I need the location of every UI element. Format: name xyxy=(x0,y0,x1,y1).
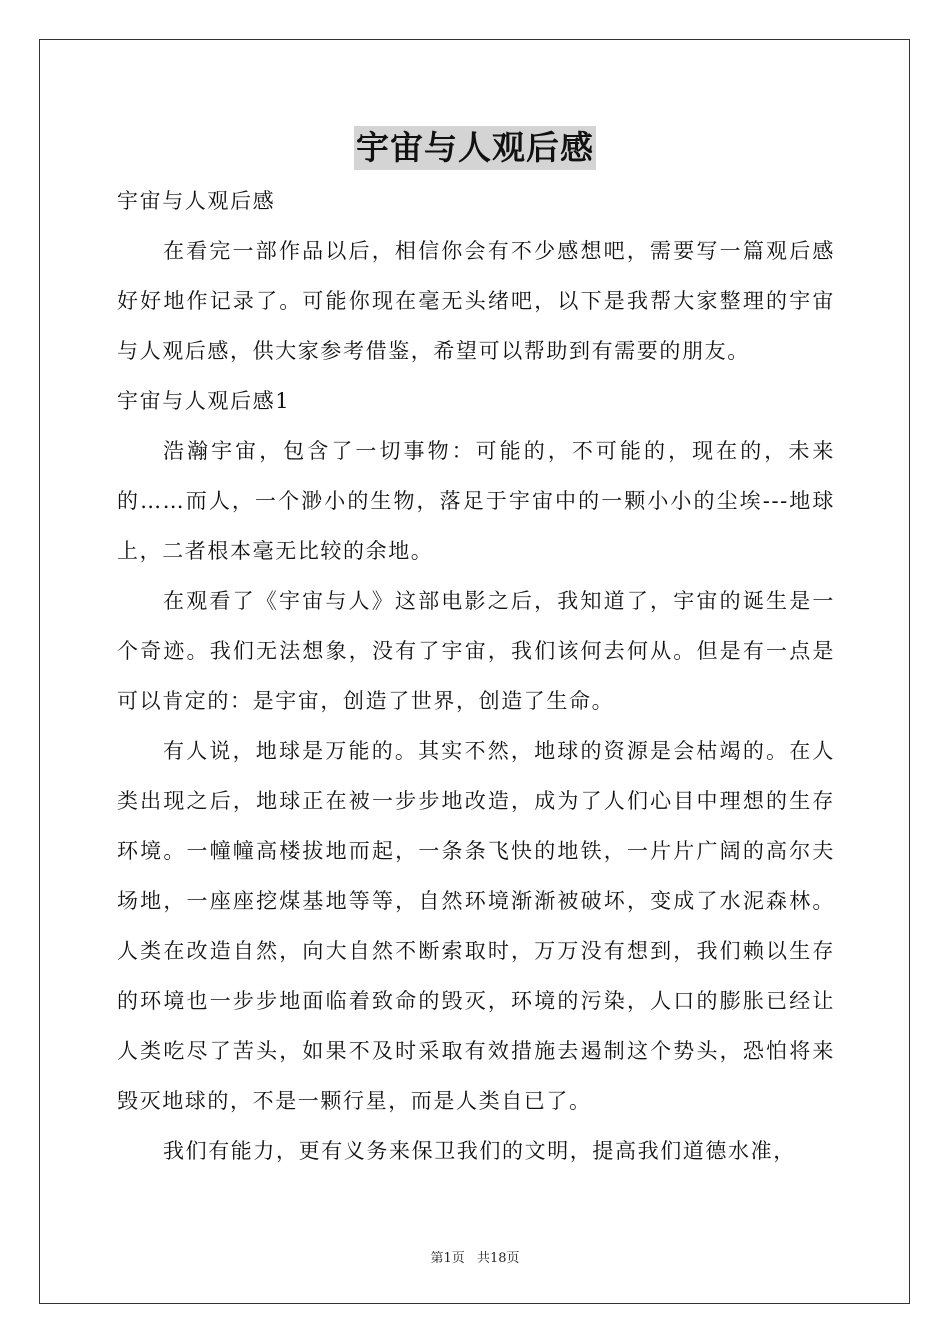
body-paragraph: 浩瀚宇宙，包含了一切事物：可能的，不可能的，现在的，未来的……而人，一个渺小的生物，落足于宇宙中的一颗小小的尘埃---地球上，二者根本毫无比较的余地。 xyxy=(117,439,835,563)
title-container xyxy=(0,126,950,170)
document-body xyxy=(117,176,835,1176)
section-heading: 宇宙与人观后感1 xyxy=(117,389,291,413)
intro-paragraph: 在看完一部作品以后，相信你会有不少感想吧，需要写一篇观后感好好地作记录了。可能你现在毫无头绪吧，以下是我帮大家整理的宇宙与人观后感，供大家参考借鉴，希望可以帮助到有需要的朋友。 xyxy=(117,239,835,363)
subtitle-line: 宇宙与人观后感 xyxy=(117,189,276,213)
body-paragraph: 我们有能力，更有义务来保卫我们的文明，提高我们道德水准， xyxy=(163,1139,796,1163)
body-paragraph: 在观看了《宇宙与人》这部电影之后，我知道了，宇宙的诞生是一个奇迹。我们无法想象，没有了宇宙，我们该何去何从。但是有一点是可以肯定的：是宇宙，创造了世界，创造了生命。 xyxy=(117,589,835,713)
page-footer xyxy=(0,1247,950,1266)
document-title: 宇宙与人观后感 xyxy=(354,126,596,170)
page-total: 共18页 xyxy=(476,1251,520,1266)
page-number: 第1页 xyxy=(430,1251,465,1266)
body-paragraph: 有人说，地球是万能的。其实不然，地球的资源是会枯竭的。在人类出现之后，地球正在被一步步地改造，成为了人们心目中理想的生存环境。一幢幢高楼拔地而起，一条条飞快的地铁，一片片广阔的高尔夫场地，一座座挖煤基地等等，自然环境渐渐被破坏，变成了水泥森林。人类在改造自然，向大自然不断索取时，万万没有想到，我们赖以生存的环境也一步步地面临着致命的毁灭，环境的污染，人口的膨胀已经让人类吃尽了苦头，如果不及时采取有效措施去遏制这个势头，恐怕将来毁灭地球的，不是一颗行星，而是人类自已了。 xyxy=(117,739,835,1113)
